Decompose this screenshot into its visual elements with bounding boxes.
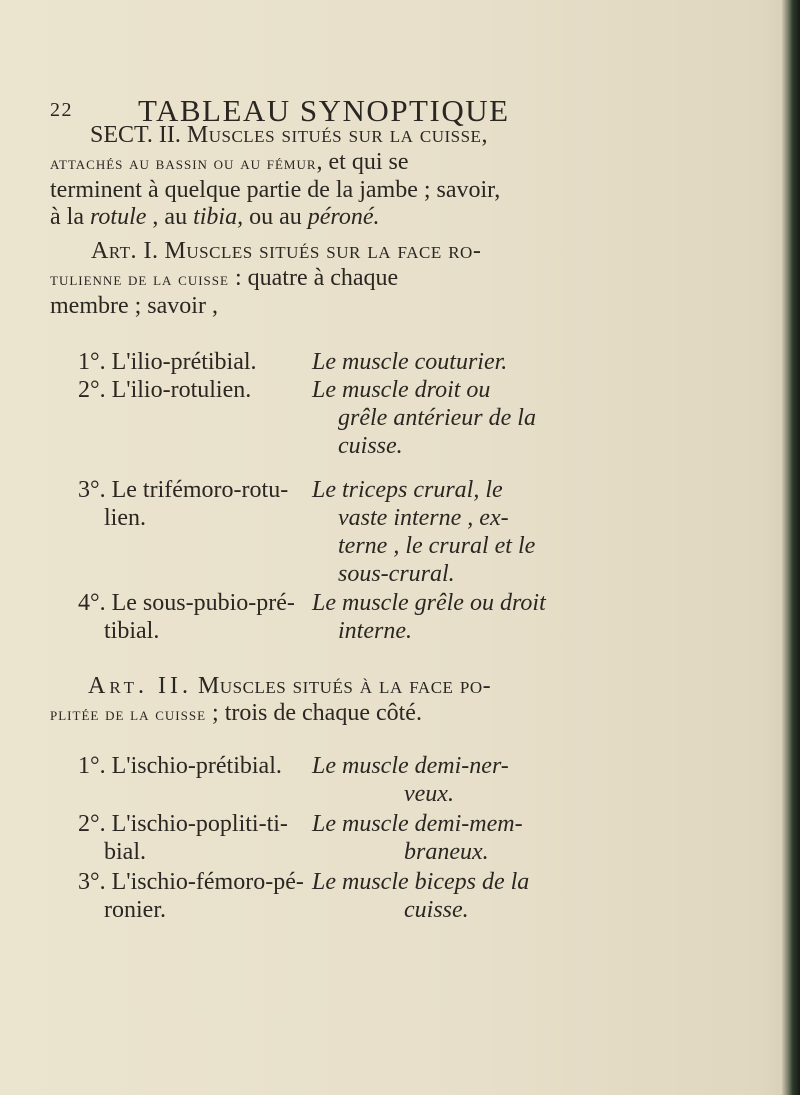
muscle-entry bbox=[0, 810, 800, 870]
muscle-common-name bbox=[312, 810, 612, 866]
muscle-common-name-line: cuisse. bbox=[404, 897, 469, 923]
muscle-name-line: bial. bbox=[104, 839, 146, 865]
article-title-cont: tulienne de la cuisse bbox=[50, 269, 229, 290]
section-text: , au bbox=[146, 204, 194, 230]
muscle-common-name-line: grêle antérieur de la bbox=[338, 405, 536, 431]
section-title-cont: attachés au bassin ou au fémur bbox=[50, 153, 317, 174]
muscle-name-line: 4°. Le sous-pubio-pré- bbox=[78, 590, 295, 616]
muscle-entry bbox=[0, 348, 800, 378]
article-2-heading bbox=[50, 673, 728, 728]
muscle-name bbox=[78, 589, 318, 645]
section-line-4 bbox=[50, 204, 710, 231]
running-title: TABLEAU SYNOPTIQUE bbox=[138, 93, 510, 128]
muscle-name-line: 3°. Le trifémoro-rotu- bbox=[78, 477, 289, 503]
article-title-cont: plitée de la cuisse bbox=[50, 704, 207, 725]
muscle-name-line: 3°. L'ischio-fémoro-pé- bbox=[78, 869, 304, 895]
section-line-2 bbox=[50, 149, 710, 177]
muscle-name-line: lien. bbox=[104, 505, 146, 531]
muscle-name bbox=[78, 868, 318, 924]
art1-line-1 bbox=[91, 238, 711, 265]
term-rotule: rotule bbox=[89, 204, 147, 230]
section-heading bbox=[50, 122, 710, 231]
muscle-common-name-line: veux. bbox=[404, 781, 454, 807]
muscle-name-line: 1°. L'ischio-prétibial. bbox=[78, 753, 282, 779]
muscle-common-name-line: Le muscle demi-mem- bbox=[312, 811, 523, 837]
art2-line-1 bbox=[88, 673, 728, 700]
muscle-common-name bbox=[312, 476, 612, 588]
muscle-common-name bbox=[312, 589, 612, 645]
muscle-name-line: ronier. bbox=[104, 897, 166, 923]
section-number: SECT. II. bbox=[90, 122, 181, 148]
muscle-common-name-line: vaste interne , ex- bbox=[338, 505, 509, 531]
page-number: 22 bbox=[50, 99, 73, 121]
page-edge-shadow bbox=[782, 0, 800, 1095]
muscle-common-name-line: Le muscle demi-ner- bbox=[312, 753, 509, 779]
muscle-entry bbox=[0, 376, 800, 466]
muscle-common-name-line: cuisse. bbox=[338, 433, 403, 459]
muscle-common-name-line: Le muscle couturier. bbox=[312, 349, 508, 375]
article-text: ; trois de chaque côté. bbox=[206, 700, 422, 726]
muscle-common-name-line: braneux. bbox=[404, 839, 489, 865]
section-text: , et qui se bbox=[316, 149, 409, 175]
article-number: Art. II. bbox=[88, 673, 193, 699]
muscle-common-name-line: sous-crural. bbox=[338, 561, 455, 587]
muscle-entry bbox=[0, 476, 800, 591]
article-title: Muscles situés sur la face ro- bbox=[164, 238, 482, 264]
term-perone: péroné. bbox=[307, 204, 380, 230]
muscle-name bbox=[78, 752, 318, 780]
muscle-name-line: 1°. L'ilio-prétibial. bbox=[78, 349, 257, 375]
art1-line-3: membre ; savoir , bbox=[50, 293, 218, 319]
article-title: Muscles situés à la face po- bbox=[198, 673, 492, 699]
muscle-name-line: 2°. L'ischio-popliti-ti- bbox=[78, 811, 288, 837]
muscle-name-line: 2°. L'ilio-rotulien. bbox=[78, 377, 252, 403]
article-text: : quatre à chaque bbox=[228, 265, 399, 291]
section-text: à la bbox=[50, 204, 90, 230]
section-line-3: terminent à quelque partie de la jambe ; savoir, bbox=[50, 177, 501, 203]
art1-line-2 bbox=[50, 265, 711, 293]
muscle-name bbox=[78, 476, 318, 532]
muscle-common-name bbox=[312, 348, 612, 376]
article-1-heading bbox=[50, 238, 711, 320]
art2-line-2 bbox=[50, 700, 728, 728]
muscle-common-name-line: Le triceps crural, le bbox=[312, 477, 503, 503]
muscle-entry bbox=[0, 868, 800, 928]
muscle-common-name bbox=[312, 868, 612, 924]
article-number: Art. I. bbox=[91, 238, 159, 264]
muscle-common-name-line: terne , le crural et le bbox=[338, 533, 536, 559]
muscle-common-name-line: interne. bbox=[338, 618, 412, 644]
muscle-entry bbox=[0, 752, 800, 812]
muscle-name bbox=[78, 348, 318, 376]
section-text: ou au bbox=[243, 204, 308, 230]
muscle-common-name bbox=[312, 752, 612, 808]
muscle-name bbox=[78, 376, 318, 404]
muscle-name-line: tibial. bbox=[104, 618, 160, 644]
section-title: Muscles situés sur la cuisse bbox=[186, 122, 482, 148]
muscle-common-name-line: Le muscle grêle ou droit bbox=[312, 590, 546, 616]
muscle-name bbox=[78, 810, 318, 866]
term-tibia: tibia, bbox=[193, 204, 244, 230]
muscle-entry bbox=[0, 589, 800, 649]
comma: , bbox=[481, 122, 488, 148]
muscle-common-name bbox=[312, 376, 612, 460]
muscle-common-name-line: Le muscle biceps de la bbox=[312, 869, 530, 895]
muscle-common-name-line: Le muscle droit ou bbox=[312, 377, 491, 403]
section-line-1 bbox=[90, 122, 710, 149]
